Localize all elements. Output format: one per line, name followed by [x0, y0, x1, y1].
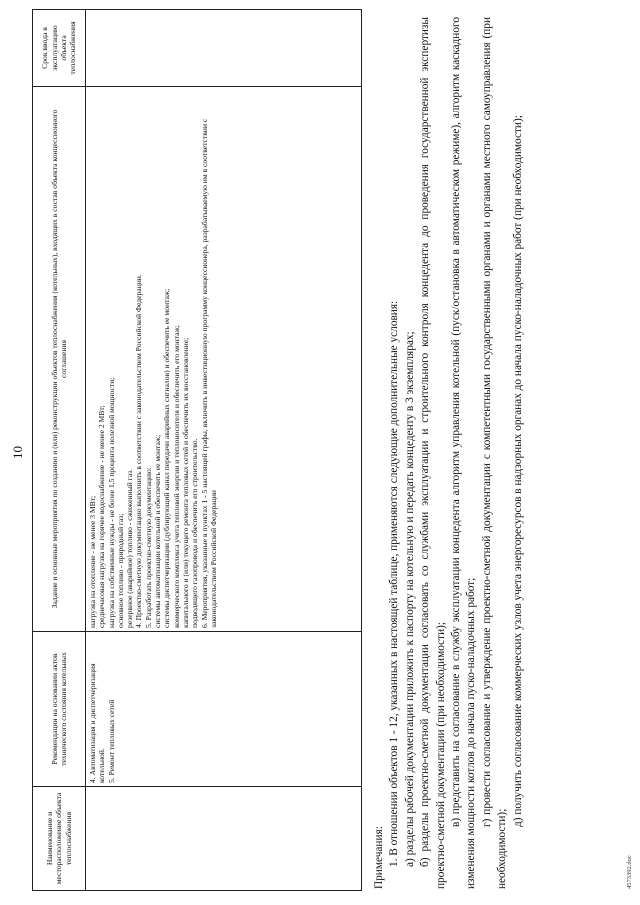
task-line: коммерческого комплекса учета тепловой энергии и теплоносителя и обеспечить его монтаж;	[171, 325, 181, 628]
task-line: нагрузка на отопление - не менее 3 МВт;	[88, 495, 97, 628]
notes-title: Примечания:	[373, 826, 385, 889]
task-line: 4. Проектно-сметную документацию выполнить в соответствии с законодательством Российской Федерации.	[134, 274, 144, 628]
task-line: капитального и (или) текущего ремонта тепловых сетей и обеспечить их восстановление;	[180, 337, 190, 628]
header-object-name: Наименование и месторасположение объекта теплоснабжения	[33, 787, 86, 891]
recommendation-item: 5. Ремонт тепловых сетей	[106, 699, 116, 783]
task-line: системы автоматизации котельной и обеспечить ее монтаж;	[153, 434, 163, 628]
task-line: подводящего газопровода и обеспечить его строительство.	[190, 438, 200, 628]
task-line: 5. Разработать проектно-сметную документацию:	[143, 467, 153, 628]
note-item: г) провести согласование и утверждение проектно-сметной документации с компетентными государственными органами и органами местного самоуправления (при необходимости);	[480, 17, 509, 889]
task-line: системы диспетчеризации (дублирующий канал передачи аварийных сигналов) и обеспечить ее монтаж;	[162, 288, 172, 628]
cell-object-name	[86, 787, 362, 891]
task-line: среднечасовая нагрузка на горячее водоснабжение - не менее 2 МВт;	[97, 405, 107, 628]
header-tasks: Задание и основные мероприятия по созданию и (или) реконструкции объектов теплоснабжения (котельных), входящих в состав объекта концессионного соглашения	[33, 87, 86, 632]
task-line: резервное (аварийное) топливо - сжиженный газ.	[125, 468, 135, 628]
note-item: 1. В отношении объектов 1 - 12, указанных в настоящей таблице, применяются следующие дополнительные условия:	[388, 300, 401, 867]
header-recommendations: Рекомендации на основании актов технического состояния котельных	[33, 632, 86, 787]
cell-deadline	[86, 10, 362, 87]
task-line: 6. Мероприятия, указанные в пунктах 1 - 5 настоящей графы, включить в инвестиционную программу концессионера, разрабатываемую им в соответствии с законодательством Российской Федерации	[199, 118, 218, 628]
table-row	[86, 10, 362, 891]
note-item: а) разделы рабочей документации приложить к паспорту на котельную и передать концеденту в 3 экземплярах;	[403, 331, 416, 867]
task-line: нагрузка на собственные нужды - не более 1,5 процента полезной мощности;	[106, 377, 116, 628]
note-item: д) получить согласование коммерческих узлов учета энергоресурсов в надзорных органах до начала пуско-наладочных работ (при необходимости);	[511, 115, 524, 827]
page-number: 10	[10, 446, 25, 459]
table-header-row	[33, 10, 86, 891]
notes-section	[372, 17, 526, 889]
header-deadline: Срок ввода в эксплуатацию объекта теплоснабжения	[33, 10, 86, 87]
cell-tasks	[86, 87, 362, 632]
file-name-footer: 4573392.doc	[626, 855, 633, 889]
recommendation-item: 4. Автоматизация и диспетчеризация котельной.	[88, 663, 107, 783]
note-item: в) представить на согласование в службу эксплуатации концедента алгоритм управления котельной (пуск/остановка в автоматическом режиме), алгоритм каскадного изменения мощности котлов до начала пуско-наладочных работ;	[450, 17, 478, 889]
note-item: б) разделы проектно-сметной документации согласовать со службами эксплуатации и строительного контроля концедента до проведения государственной экспертизы проектно-сметной документации (при необходимости);	[419, 17, 447, 889]
requirements-table	[32, 9, 362, 891]
cell-recommendations	[86, 632, 362, 787]
task-line: основное топливо - природный газ;	[115, 513, 125, 628]
